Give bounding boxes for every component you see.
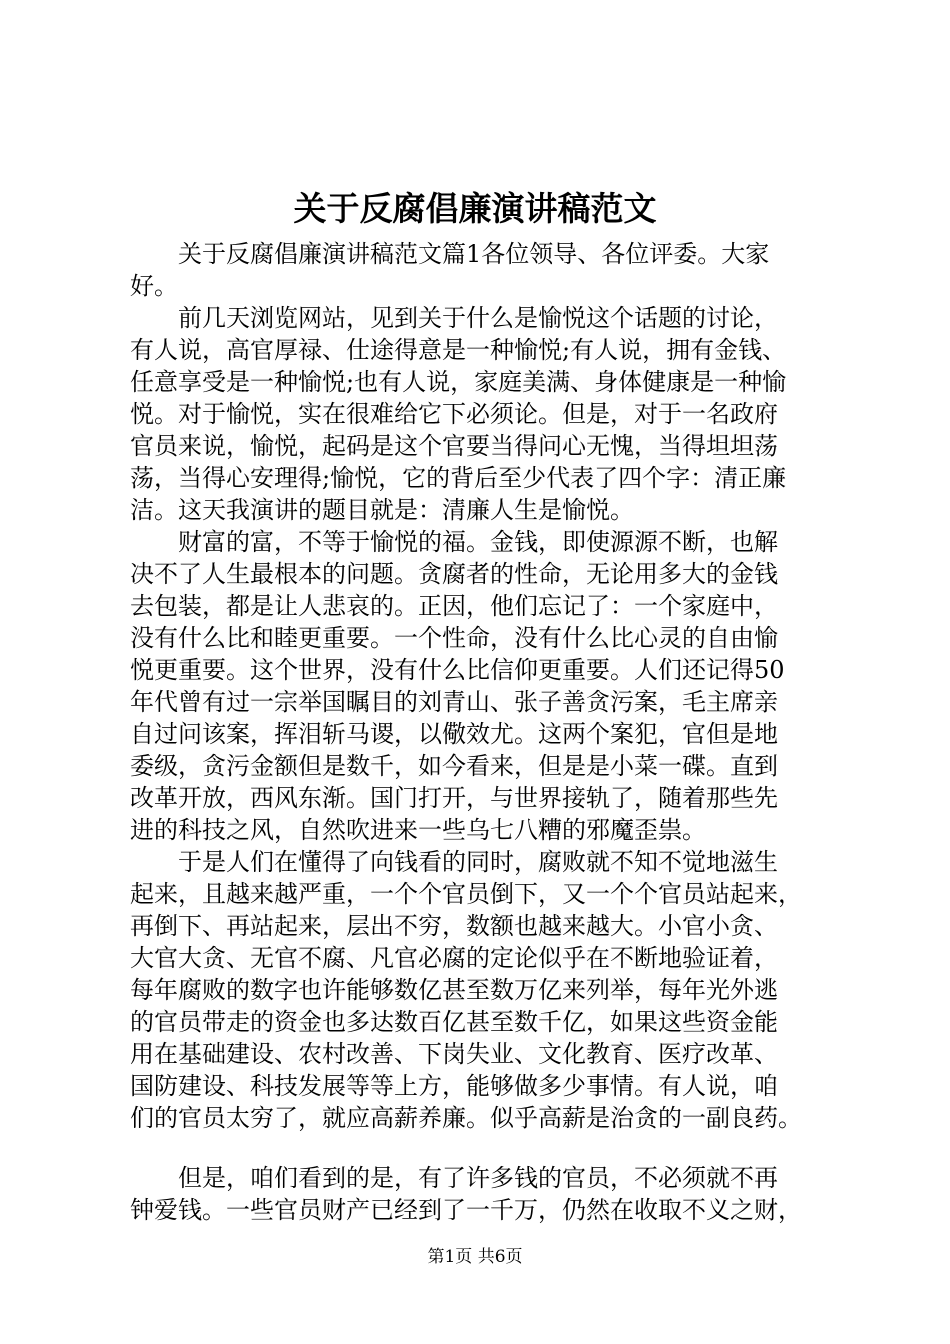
paragraph-line: 改革开放，西风东渐。国门打开，与世界接轨了，随着那些先 — [130, 784, 778, 812]
paragraph-line: 们的官员太穷了，就应高薪养廉。似乎高薪是治贪的一副良药。 — [130, 1104, 802, 1132]
paragraph-line: 国防建设、科技发展等等上方，能够做多少事情。有人说，咱 — [130, 1072, 778, 1100]
paragraph-line: 但是，咱们看到的是，有了许多钱的官员，不必须就不再 — [178, 1164, 778, 1192]
paragraph-line: 再倒下、再站起来，层出不穷，数额也越来越大。小官小贪、 — [130, 912, 778, 940]
paragraph-line: 用在基础建设、农村改善、下岗失业、文化教育、医疗改革、 — [130, 1040, 778, 1068]
paragraph-line: 悦。对于愉悦，实在很难给它下必须论。但是，对于一名政府 — [130, 400, 778, 428]
paragraph-line: 没有什么比和睦更重要。一个性命，没有什么比心灵的自由愉 — [130, 624, 778, 652]
paragraph-line: 财富的富，不等于愉悦的福。金钱，即使源源不断，也解 — [178, 528, 778, 556]
page-number-footer: 第1页 共6页 — [427, 1247, 523, 1267]
paragraph-line: 官员来说，愉悦，起码是这个官要当得问心无愧，当得坦坦荡 — [130, 432, 778, 460]
paragraph-line: 悦更重要。这个世界，没有什么比信仰更重要。人们还记得50 — [130, 656, 785, 684]
paragraph-line: 大官大贪、无官不腐、凡官必腐的定论似乎在不断地验证着， — [130, 944, 778, 972]
paragraph-line: 的官员带走的资金也多达数百亿甚至数千亿，如果这些资金能 — [130, 1008, 778, 1036]
paragraph-4 — [130, 846, 850, 1134]
paragraph-line: 有人说，高官厚禄、仕途得意是一种愉悦;有人说，拥有金钱、 — [130, 336, 787, 364]
paragraph-line: 进的科技之风，自然吹进来一些乌七八糟的邪魔歪祟。 — [130, 816, 706, 844]
paragraph-line: 任意享受是一种愉悦;也有人说，家庭美满、身体健康是一种愉 — [130, 368, 787, 396]
paragraph-line: 钟爱钱。一些官员财产已经到了一千万，仍然在收取不义之财， — [130, 1196, 802, 1224]
paragraph-line: 前几天浏览网站，见到关于什么是愉悦这个话题的讨论， — [178, 304, 778, 332]
paragraph-5 — [130, 1162, 850, 1226]
document-body — [130, 238, 850, 1226]
paragraph-line: 好。 — [130, 272, 178, 300]
paragraph-line: 荡，当得心安理得;愉悦，它的背后至少代表了四个字：清正廉 — [130, 464, 787, 492]
paragraph-line: 关于反腐倡廉演讲稿范文篇1各位领导、各位评委。大家 — [178, 240, 770, 268]
paragraph-line: 于是人们在懂得了向钱看的同时，腐败就不知不觉地滋生 — [178, 848, 778, 876]
paragraph-line: 每年腐败的数字也许能够数亿甚至数万亿来列举，每年光外逃 — [130, 976, 778, 1004]
paragraph-line: 洁。这天我演讲的题目就是：清廉人生是愉悦。 — [130, 496, 634, 524]
paragraph-line: 委级，贪污金额但是数千，如今看来，但是是小菜一碟。直到 — [130, 752, 778, 780]
paragraph-line: 决不了人生最根本的问题。贪腐者的性命，无论用多大的金钱 — [130, 560, 778, 588]
paragraph-line: 起来，且越来越严重，一个个官员倒下，又一个个官员站起来， — [130, 880, 802, 908]
paragraph-line: 去包装，都是让人悲哀的。正因，他们忘记了：一个家庭中， — [130, 592, 778, 620]
paragraph-3 — [130, 526, 850, 846]
paragraph-1 — [130, 238, 850, 302]
paragraph-line: 自过问该案，挥泪斩马谡，以儆效尤。这两个案犯，官但是地 — [130, 720, 778, 748]
paragraph-2 — [130, 302, 850, 526]
paragraph-line: 年代曾有过一宗举国瞩目的刘青山、张子善贪污案，毛主席亲 — [130, 688, 778, 716]
document-title: 关于反腐倡廉演讲稿范文 — [293, 189, 657, 228]
